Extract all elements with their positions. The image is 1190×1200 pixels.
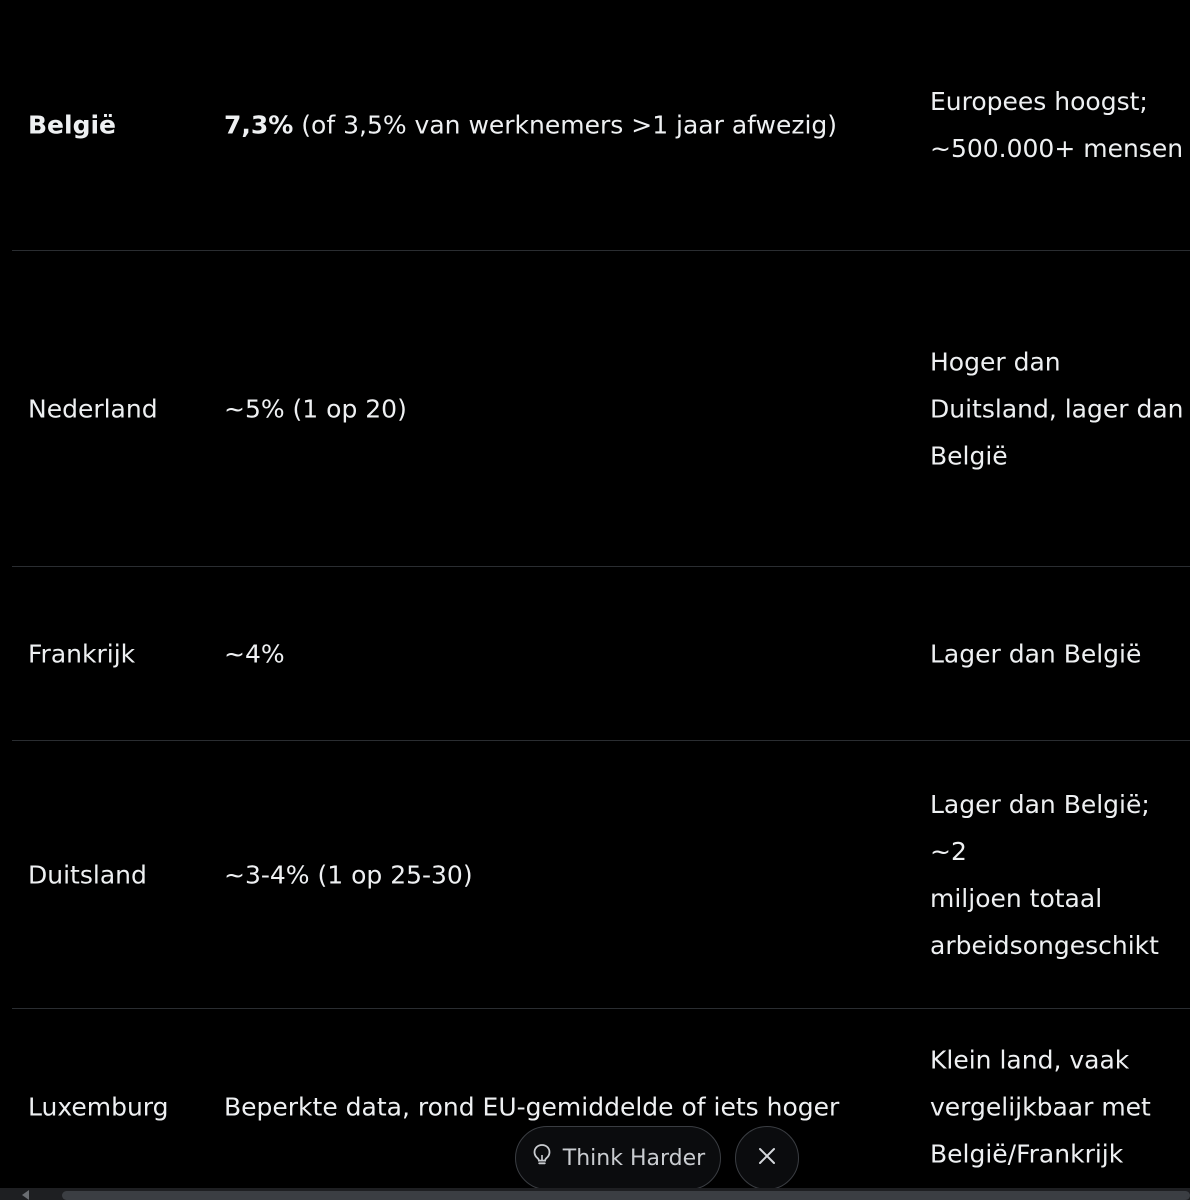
rate-cell: ~3-4% (1 op 25-30)	[224, 860, 473, 889]
comparison-table	[12, 0, 1190, 1200]
think-harder-label: Think Harder	[562, 1145, 706, 1171]
close-icon	[757, 1146, 777, 1170]
country-cell: België	[28, 110, 117, 140]
country-cell: Luxemburg	[28, 1092, 169, 1121]
country-cell: Frankrijk	[28, 639, 136, 668]
table-row	[12, 0, 1190, 251]
country-cell: Nederland	[28, 394, 158, 423]
table-row	[12, 567, 1190, 741]
country-cell: Duitsland	[28, 860, 147, 889]
note-cell: Hoger dan Duitsland, lager dan België	[930, 347, 1184, 470]
note-cell: Lager dan België; ~2 miljoen totaal arbeidsongeschikt	[930, 789, 1159, 960]
rate-cell	[224, 102, 914, 149]
close-button[interactable]	[735, 1126, 799, 1190]
note-cell: Lager dan België	[930, 639, 1142, 668]
table-row	[12, 741, 1190, 1009]
rate-detail: (of 3,5% van werknemers >1 jaar afwezig)	[293, 110, 838, 140]
rate-cell: Beperkte data, rond EU-gemiddelde of iets hoger	[224, 1092, 840, 1121]
note-cell: Europees hoogst; ~500.000+ mensen	[930, 87, 1184, 163]
note-cell: Klein land, vaak vergelijkbaar met België/Frankrijk	[930, 1045, 1151, 1168]
table-row	[12, 251, 1190, 567]
rate-cell: ~4%	[224, 639, 285, 668]
scrollbar-thumb[interactable]	[62, 1191, 1190, 1200]
think-harder-button[interactable]	[515, 1126, 721, 1190]
floating-actions	[0, 1126, 1190, 1190]
rate-cell: ~5% (1 op 20)	[224, 394, 407, 423]
horizontal-scrollbar[interactable]	[0, 1188, 1190, 1200]
scroll-left-arrow-icon[interactable]	[22, 1190, 29, 1200]
lightbulb-icon	[531, 1143, 553, 1173]
rate-highlight: 7,3%	[224, 110, 294, 140]
